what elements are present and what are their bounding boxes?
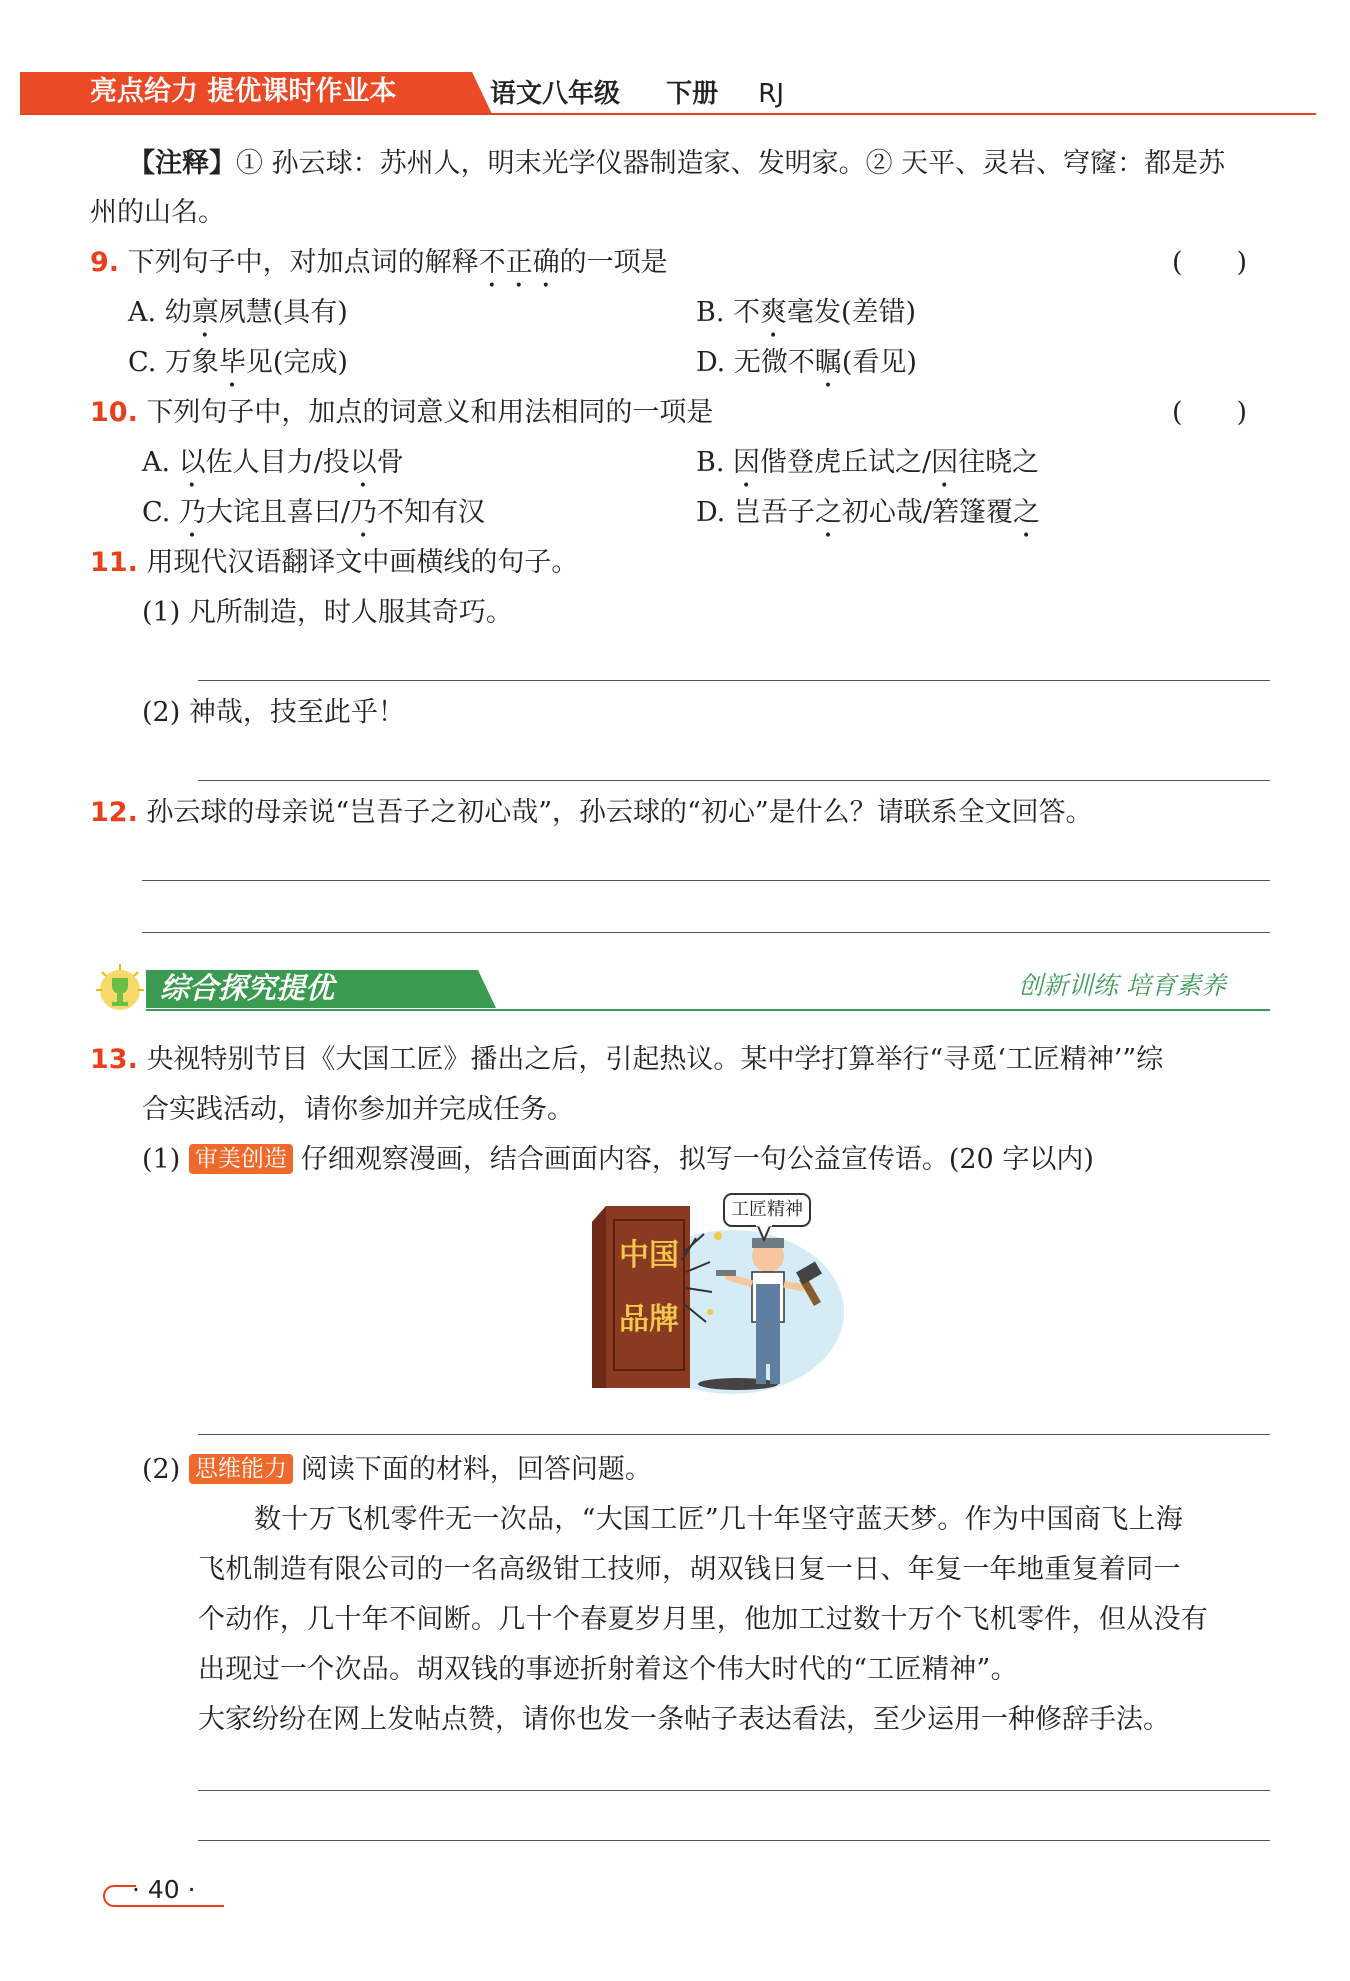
q10-stem-text: 下列句子中，加点的词意义和用法相同的一项是 xyxy=(146,397,714,428)
header-subject-text: 语文八年级 xyxy=(490,79,621,109)
q10-c-d1: 乃 xyxy=(178,497,206,528)
q10-a-p1: A. xyxy=(142,447,179,478)
notes-text-1: ① 孙云球：苏州人，明末光学仪器制造家、发明家。② 天平、灵岩、穹窿：都是苏 xyxy=(236,148,1226,179)
q10-d-p1: D. 岂吾子 xyxy=(696,497,815,528)
q13-part-2 xyxy=(142,1452,652,1488)
q9-option-a-post: 夙慧(具有) xyxy=(218,297,348,328)
notes-label: 【注释】 xyxy=(128,148,236,179)
q13-stem-line-2: 合实践活动，请你参加并完成任务。 xyxy=(142,1094,574,1125)
q10-a-d2: 以 xyxy=(349,447,377,478)
q9-option-b-post: 毫发(差错) xyxy=(787,297,917,328)
q10-c-d2: 乃 xyxy=(349,497,377,528)
q9-option-c[interactable] xyxy=(128,345,348,394)
q10-c-p3: 不知有汉 xyxy=(376,497,485,528)
q10-option-c[interactable] xyxy=(142,495,485,544)
material-line-1: 数十万飞机零件无一次品，“大国工匠”几十年坚守蓝天梦。作为中国商飞上海 xyxy=(254,1504,1184,1535)
q13-part-1-text: 仔细观察漫画，结合画面内容，拟写一句公益宣传语。(20 字以内) xyxy=(300,1144,1094,1175)
q9-stem xyxy=(90,245,668,294)
q9-option-d-pre: D. 无微不 xyxy=(696,347,815,378)
q12-number: 12. xyxy=(90,797,138,828)
q10-option-b[interactable] xyxy=(696,445,1039,494)
q9-stem-a: 下列句子中，对加点词的解释 xyxy=(127,247,479,278)
notes-line-2: 州的山名。 xyxy=(90,197,225,228)
q9-option-d-post: (看见) xyxy=(841,347,917,378)
q10-option-a[interactable] xyxy=(142,445,404,494)
q9-option-b[interactable] xyxy=(696,295,916,344)
q10-option-d[interactable] xyxy=(696,495,1040,544)
page-number: · 40 · xyxy=(132,1875,196,1904)
section-banner xyxy=(88,962,1270,1014)
q10-a-p2: 佐人目力/投 xyxy=(205,447,350,478)
material-line-2: 飞机制造有限公司的一名高级钳工技师，胡双钱日复一日、年复一年地重复着同一 xyxy=(198,1554,1181,1585)
material-line-4: 出现过一个次品。胡双钱的事迹折射着这个伟大时代的“工匠精神”。 xyxy=(198,1654,1018,1685)
q10-number: 10. xyxy=(90,397,138,428)
q13-part-2-answer-line-2[interactable] xyxy=(198,1840,1270,1841)
q9-stem-emphasis: 不正确 xyxy=(478,247,560,278)
q10-c-p1: C. xyxy=(142,497,179,528)
q11-stem-text: 用现代汉语翻译文中画横线的句子。 xyxy=(146,547,579,578)
q9-option-d[interactable] xyxy=(696,345,917,394)
q10-b-d2: 因 xyxy=(931,447,959,478)
q13-part-1 xyxy=(142,1142,1094,1178)
q13-part-1-num: (1) xyxy=(142,1144,181,1175)
q12-stem-text: 孙云球的母亲说“岂吾子之初心哉”，孙云球的“初心”是什么？请联系全文回答。 xyxy=(146,797,1093,828)
q10-d-p2: 初心哉/箬篷覆 xyxy=(841,497,1013,528)
q9-stem-b: 的一项是 xyxy=(559,247,668,278)
q12-answer-line-2[interactable] xyxy=(142,932,1270,933)
header-subject xyxy=(490,76,784,112)
q11-sentence-2: (2) 神哉，技至此乎！ xyxy=(142,697,405,728)
page-footer xyxy=(96,1872,236,1912)
notes-line-1 xyxy=(128,146,1225,182)
q10-d-d1: 之 xyxy=(814,497,842,528)
q13-number: 13. xyxy=(90,1044,138,1075)
q13-part-2-tag: 思维能力 xyxy=(189,1454,293,1484)
q9-number: 9. xyxy=(90,247,120,278)
q13-task: 大家纷纷在网上发帖点赞，请你也发一条帖子表达看法，至少运用一种修辞手法。 xyxy=(198,1704,1170,1735)
q11-stem xyxy=(90,545,578,581)
q10-answer-paren[interactable]: ( ) xyxy=(1172,397,1248,428)
cartoon-illustration xyxy=(582,1192,862,1402)
material-line-3: 个动作，几十年不间断。几十个春夏岁月里，他加工过数十万个飞机零件，但从没有 xyxy=(198,1604,1209,1635)
q11-answer-line-2[interactable] xyxy=(198,780,1270,781)
q10-d-d2: 之 xyxy=(1012,497,1040,528)
trophy-icon xyxy=(96,964,144,1010)
q9-option-a-pre: A. 幼 xyxy=(128,297,192,328)
q9-option-c-pre: C. 万象 xyxy=(128,347,219,378)
q9-option-b-pre: B. 不 xyxy=(696,297,761,328)
q13-part-1-answer-line[interactable] xyxy=(198,1434,1270,1435)
q10-stem xyxy=(90,395,713,431)
q10-b-p1: B. xyxy=(696,447,734,478)
q12-stem xyxy=(90,795,1093,831)
q9-option-a-dot: 禀 xyxy=(191,297,219,328)
q13-part-2-text: 阅读下面的材料，回答问题。 xyxy=(300,1454,652,1485)
section-slogan: 创新训练 培育素养 xyxy=(1018,971,1226,1000)
q11-answer-line-1[interactable] xyxy=(198,680,1270,681)
q9-option-a[interactable] xyxy=(128,295,348,344)
q10-b-d1: 因 xyxy=(733,447,761,478)
cartoon-sign-bottom: 品牌 xyxy=(619,1302,679,1337)
header-bar xyxy=(20,70,1316,116)
q9-answer-paren[interactable]: ( ) xyxy=(1172,247,1248,278)
q9-option-c-post: 见(完成) xyxy=(245,347,348,378)
q11-sentence-1: (1) 凡所制造，时人服其奇巧。 xyxy=(142,597,513,628)
q9-option-c-dot: 毕 xyxy=(218,347,246,378)
cartoon-speech-bubble: 工匠精神 xyxy=(731,1199,803,1220)
q13-stem-text-1: 央视特别节目《大国工匠》播出之后，引起热议。某中学打算举行“寻觅‘工匠精神’”综 xyxy=(146,1044,1164,1075)
q10-b-p3: 往晓之 xyxy=(958,447,1040,478)
header-volume: 下册 xyxy=(666,79,719,109)
q9-option-d-dot: 瞩 xyxy=(814,347,842,378)
q13-part-2-answer-line-1[interactable] xyxy=(198,1790,1270,1791)
q13-part-1-tag: 审美创造 xyxy=(189,1144,293,1174)
q10-c-p2: 大诧且喜曰/ xyxy=(205,497,350,528)
header-brand: 亮点给力 提优课时作业本 xyxy=(90,76,397,107)
cartoon-sign-top: 中国 xyxy=(619,1238,679,1273)
q10-b-p2: 偕登虎丘试之/ xyxy=(760,447,932,478)
section-title: 综合探究提优 xyxy=(160,971,335,1005)
q10-a-p3: 骨 xyxy=(376,447,404,478)
q10-a-d1: 以 xyxy=(178,447,206,478)
q13-part-2-num: (2) xyxy=(142,1454,181,1485)
q11-number: 11. xyxy=(90,547,138,578)
q12-answer-line-1[interactable] xyxy=(142,880,1270,881)
header-edition: RJ xyxy=(758,79,785,109)
q9-option-b-dot: 爽 xyxy=(760,297,788,328)
q13-stem-line-1 xyxy=(90,1042,1163,1078)
